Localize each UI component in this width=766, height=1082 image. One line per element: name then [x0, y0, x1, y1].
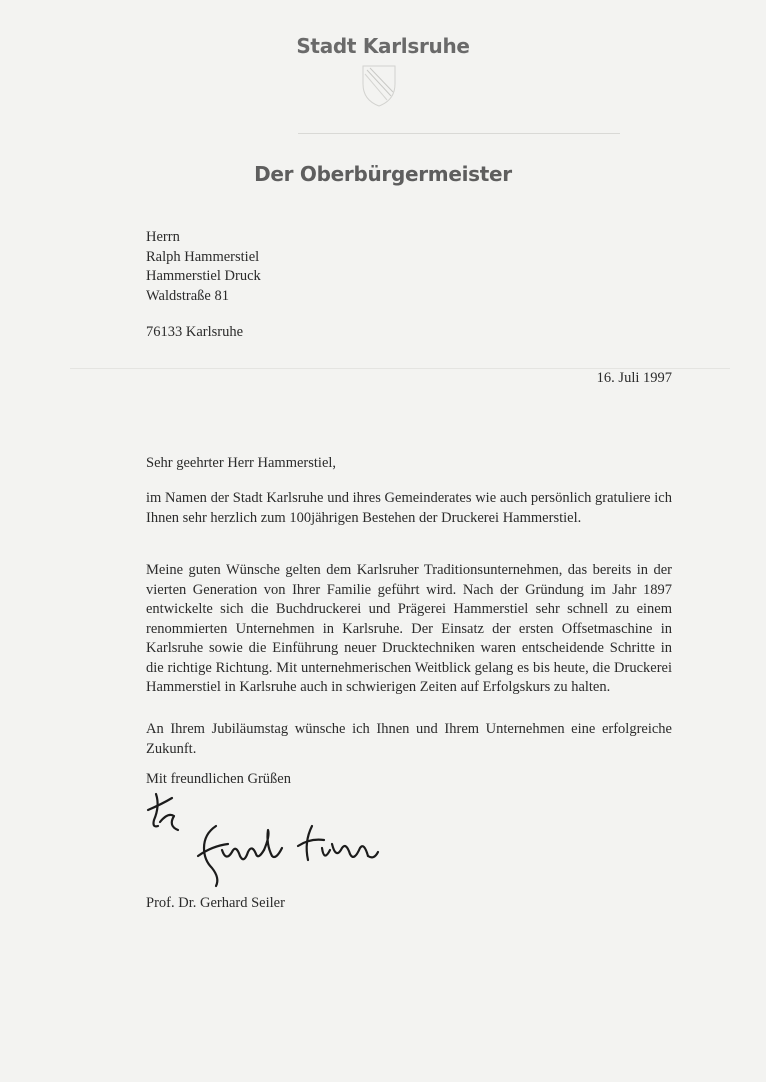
recipient-street: Waldstraße 81: [146, 287, 229, 304]
signer-name: Prof. Dr. Gerhard Seiler: [146, 895, 285, 911]
handwritten-signature-icon: [138, 786, 388, 896]
recipient-address: [146, 228, 261, 343]
paper-fold-line: [70, 368, 730, 369]
recipient-salutation-line: Herrn: [146, 229, 180, 245]
body-paragraph-3: An Ihrem Jubiläumstag wünsche ich Ihnen und Ihrem Unternehmen eine erfolgreiche Zukunft.: [146, 721, 672, 757]
closing-phrase: Mit freundlichen Grüßen: [146, 771, 291, 787]
recipient-company: Hammerstiel Druck: [146, 268, 261, 284]
recipient-name: Ralph Hammerstiel: [146, 248, 260, 265]
recipient-zip-city: 76133 Karlsruhe: [146, 324, 244, 340]
body-paragraph-1: im Namen der Stadt Karlsruhe und ihres Gemeinderates wie auch persönlich gratuliere ich Ihnen sehr herzlich zum 100jährigen Bestehen der Druckerei Hammerstiel.: [146, 490, 672, 526]
salutation: Sehr geehrter Herr Hammerstiel,: [146, 455, 337, 471]
letterhead-divider: [298, 133, 620, 134]
office-title: Der Oberbürgermeister: [254, 162, 512, 186]
organization-name: Stadt Karlsruhe: [296, 34, 470, 58]
city-coat-of-arms-icon: [355, 62, 403, 108]
body-paragraph-2: Meine guten Wünsche gelten dem Karlsruher Traditionsunternehmen, das bereits in der vierten Generation von Ihrer Familie geführt wird. Nach der Gründung im Jahr 1897 entwickelte sich die Buchdruckerei und Prägerei Hammerstiel sehr schnell zu einem renommierten Unternehmen in Karlsruhe. Der Einsatz der ersten Offsetmaschine in Karlsruhe sowie die Einführung neuer Drucktechniken waren entscheidende Schritte in die richtige Richtung. Mit unternehmerischen Weitblick gelang es bis heute, die Druckerei Hammerstiel in Karlsruhe auch in schwierigen Zeiten auf Erfolgskurs zu halten.: [146, 562, 672, 695]
letter-date: 16. Juli 1997: [596, 370, 672, 386]
